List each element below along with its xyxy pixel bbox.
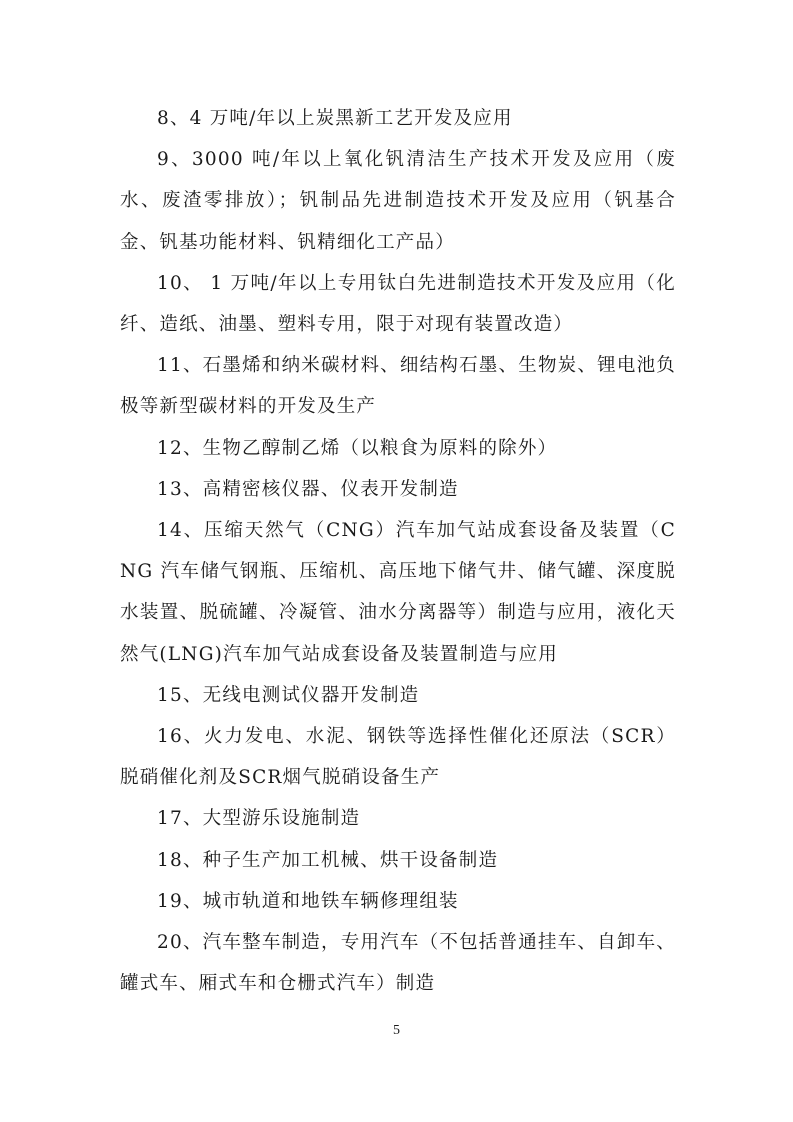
list-item-16: 16、火力发电、水泥、钢铁等选择性催化还原法（SCR）脱硝催化剂及SCR烟气脱硝设备生产 [120, 726, 676, 789]
list-item-12: 12、生物乙醇制乙烯（以粮食为原料的除外） [157, 437, 558, 459]
list-item-18: 18、种子生产加工机械、烘干设备制造 [157, 849, 499, 871]
document-body [120, 98, 676, 1004]
page-number: 5 [393, 1023, 400, 1038]
list-item-9: 9、3000 吨/年以上氧化钒清洁生产技术开发及应用（废水、废渣零排放）；钒制品先进制造技术开发及应用（钒基合金、钒基功能材料、钒精细化工产品） [120, 149, 676, 253]
list-item-10: 10、 1 万吨/年以上专用钛白先进制造技术开发及应用（化纤、造纸、油墨、塑料专用，限于对现有装置改造） [120, 272, 676, 336]
list-item-8: 8、4 万吨/年以上炭黑新工艺开发及应用 [157, 108, 513, 129]
list-item-11: 11、石墨烯和纳米碳材料、细结构石墨、生物炭、锂电池负极等新型碳材料的开发及生产 [120, 355, 676, 418]
list-item-20: 20、汽车整车制造，专用汽车（不包括普通挂车、自卸车、罐式车、厢式车和仓栅式汽车）制造 [120, 932, 676, 995]
list-item-17: 17、大型游乐设施制造 [157, 808, 361, 830]
list-item-13: 13、高精密核仪器、仪表开发制造 [157, 478, 459, 500]
list-item-19: 19、城市轨道和地铁车辆修理组装 [157, 890, 459, 912]
list-item-14: 14、压缩天然气（CNG）汽车加气站成套设备及装置（CNG 汽车储气钢瓶、压缩机、高压地下储气井、储气罐、深度脱水装置、脱硫罐、冷凝管、油水分离器等）制造与应用，液化天然气(LNG)汽车加气站成套设备及装置制造与应用 [120, 520, 676, 665]
list-item-15: 15、无线电测试仪器开发制造 [157, 684, 420, 706]
